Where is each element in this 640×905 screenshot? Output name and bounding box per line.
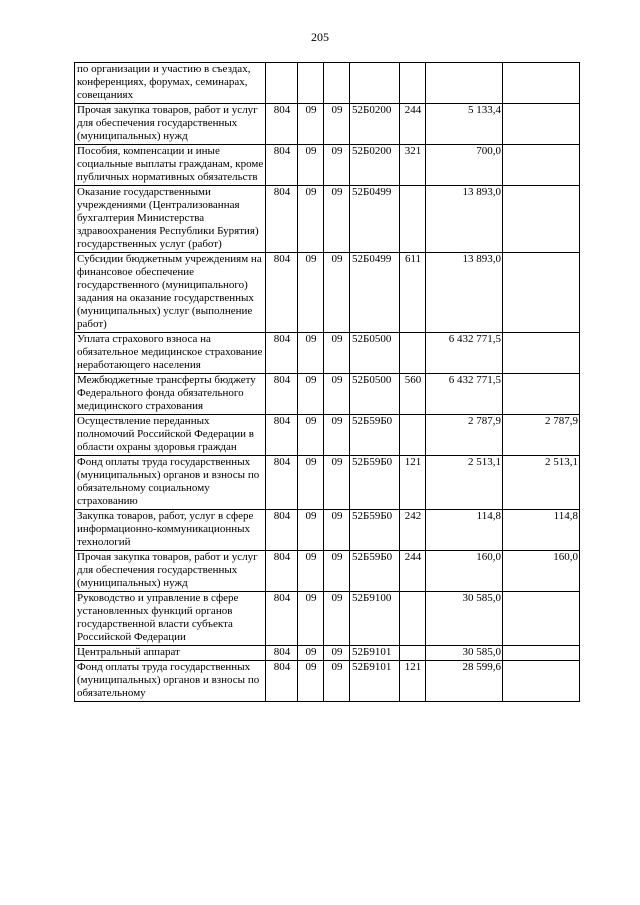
code-cell: 804 <box>266 186 298 253</box>
section-cell: 09 <box>298 551 324 592</box>
amount-2-cell <box>503 646 580 661</box>
row-name: по организации и участию в съездах, конференциях, форумах, семинарах, совещаниях <box>75 63 266 104</box>
amount-2-cell: 2 513,1 <box>503 456 580 510</box>
table-row <box>75 333 580 374</box>
subsection-cell: 09 <box>324 551 350 592</box>
section-cell: 09 <box>298 592 324 646</box>
row-name: Пособия, компенсации и иные социальные выплаты гражданам, кроме публичных нормативных обязательств <box>75 145 266 186</box>
target-article-cell: 52Б0200 <box>350 104 400 145</box>
expense-type-cell <box>400 186 426 253</box>
amount-cell: 5 133,4 <box>426 104 503 145</box>
amount-2-cell <box>503 63 580 104</box>
expense-type-cell: 611 <box>400 253 426 333</box>
subsection-cell: 09 <box>324 145 350 186</box>
table-row <box>75 592 580 646</box>
target-article-cell: 52Б59Б0 <box>350 510 400 551</box>
amount-cell: 28 599,6 <box>426 661 503 702</box>
table-row <box>75 186 580 253</box>
table-row <box>75 145 580 186</box>
table-row <box>75 661 580 702</box>
table-row <box>75 415 580 456</box>
code-cell: 804 <box>266 145 298 186</box>
subsection-cell: 09 <box>324 186 350 253</box>
amount-cell: 6 432 771,5 <box>426 333 503 374</box>
section-cell <box>298 63 324 104</box>
section-cell: 09 <box>298 646 324 661</box>
amount-cell <box>426 63 503 104</box>
row-name: Оказание государственными учреждениями (Централизованная бухгалтерия Министерства здравоохранения Республики Бурятия) государственных услуг (работ) <box>75 186 266 253</box>
amount-2-cell <box>503 145 580 186</box>
target-article-cell: 52Б59Б0 <box>350 551 400 592</box>
amount-2-cell: 160,0 <box>503 551 580 592</box>
expense-type-cell: 560 <box>400 374 426 415</box>
section-cell: 09 <box>298 456 324 510</box>
expense-type-cell <box>400 333 426 374</box>
row-name: Уплата страхового взноса на обязательное медицинское страхование неработающего населения <box>75 333 266 374</box>
amount-cell: 160,0 <box>426 551 503 592</box>
subsection-cell: 09 <box>324 646 350 661</box>
amount-2-cell <box>503 253 580 333</box>
subsection-cell: 09 <box>324 456 350 510</box>
section-cell: 09 <box>298 333 324 374</box>
subsection-cell: 09 <box>324 415 350 456</box>
row-name: Межбюджетные трансферты бюджету Федерального фонда обязательного медицинского страхования <box>75 374 266 415</box>
target-article-cell: 52Б0499 <box>350 253 400 333</box>
subsection-cell: 09 <box>324 374 350 415</box>
row-name: Руководство и управление в сфере установленных функций органов государственной власти субъекта Российской Федерации <box>75 592 266 646</box>
amount-cell: 2 513,1 <box>426 456 503 510</box>
expense-type-cell <box>400 646 426 661</box>
table-row <box>75 63 580 104</box>
row-name: Субсидии бюджетным учреждениям на финансовое обеспечение государственного (муниципального) задания на оказание государственных (муниципальных) услуг (выполнение работ) <box>75 253 266 333</box>
table-row <box>75 253 580 333</box>
target-article-cell: 52Б0200 <box>350 145 400 186</box>
expense-type-cell: 244 <box>400 104 426 145</box>
amount-cell: 13 893,0 <box>426 186 503 253</box>
expense-type-cell: 242 <box>400 510 426 551</box>
row-name: Осуществление переданных полномочий Российской Федерации в области охраны здоровья граждан <box>75 415 266 456</box>
code-cell: 804 <box>266 551 298 592</box>
section-cell: 09 <box>298 253 324 333</box>
amount-cell: 2 787,9 <box>426 415 503 456</box>
section-cell: 09 <box>298 661 324 702</box>
page-number: 205 <box>311 30 329 44</box>
table-row <box>75 646 580 661</box>
amount-2-cell <box>503 333 580 374</box>
table-row <box>75 510 580 551</box>
subsection-cell: 09 <box>324 253 350 333</box>
amount-cell: 30 585,0 <box>426 646 503 661</box>
target-article-cell: 52Б9101 <box>350 661 400 702</box>
code-cell: 804 <box>266 661 298 702</box>
row-name: Закупка товаров, работ, услуг в сфере информационно-коммуникационных технологий <box>75 510 266 551</box>
section-cell: 09 <box>298 104 324 145</box>
expense-type-cell: 321 <box>400 145 426 186</box>
amount-cell: 6 432 771,5 <box>426 374 503 415</box>
code-cell: 804 <box>266 333 298 374</box>
row-name: Центральный аппарат <box>75 646 266 661</box>
amount-cell: 13 893,0 <box>426 253 503 333</box>
section-cell: 09 <box>298 145 324 186</box>
code-cell <box>266 63 298 104</box>
section-cell: 09 <box>298 415 324 456</box>
amount-2-cell <box>503 104 580 145</box>
table-row <box>75 551 580 592</box>
table-row <box>75 374 580 415</box>
amount-2-cell <box>503 186 580 253</box>
subsection-cell: 09 <box>324 333 350 374</box>
expense-type-cell: 244 <box>400 551 426 592</box>
target-article-cell: 52Б0500 <box>350 333 400 374</box>
subsection-cell: 09 <box>324 592 350 646</box>
subsection-cell: 09 <box>324 661 350 702</box>
target-article-cell: 52Б59Б0 <box>350 456 400 510</box>
expense-type-cell: 121 <box>400 661 426 702</box>
section-cell: 09 <box>298 186 324 253</box>
target-article-cell: 52Б9100 <box>350 592 400 646</box>
code-cell: 804 <box>266 253 298 333</box>
code-cell: 804 <box>266 374 298 415</box>
amount-cell: 700,0 <box>426 145 503 186</box>
row-name: Фонд оплаты труда государственных (муниципальных) органов и взносы по обязательному социальному страхованию <box>75 456 266 510</box>
expense-type-cell: 121 <box>400 456 426 510</box>
row-name: Прочая закупка товаров, работ и услуг для обеспечения государственных (муниципальных) нужд <box>75 104 266 145</box>
amount-cell: 114,8 <box>426 510 503 551</box>
code-cell: 804 <box>266 646 298 661</box>
subsection-cell: 09 <box>324 510 350 551</box>
target-article-cell: 52Б59Б0 <box>350 415 400 456</box>
section-cell: 09 <box>298 374 324 415</box>
amount-2-cell: 114,8 <box>503 510 580 551</box>
amount-2-cell <box>503 592 580 646</box>
code-cell: 804 <box>266 456 298 510</box>
target-article-cell: 52Б9101 <box>350 646 400 661</box>
row-name: Фонд оплаты труда государственных (муниципальных) органов и взносы по обязательному <box>75 661 266 702</box>
amount-2-cell <box>503 661 580 702</box>
target-article-cell <box>350 63 400 104</box>
table-row <box>75 104 580 145</box>
target-article-cell: 52Б0499 <box>350 186 400 253</box>
expense-type-cell <box>400 415 426 456</box>
target-article-cell: 52Б0500 <box>350 374 400 415</box>
table-row <box>75 456 580 510</box>
expense-type-cell <box>400 592 426 646</box>
code-cell: 804 <box>266 510 298 551</box>
expense-type-cell <box>400 63 426 104</box>
amount-2-cell: 2 787,9 <box>503 415 580 456</box>
code-cell: 804 <box>266 104 298 145</box>
subsection-cell <box>324 63 350 104</box>
subsection-cell: 09 <box>324 104 350 145</box>
row-name: Прочая закупка товаров, работ и услуг для обеспечения государственных (муниципальных) нужд <box>75 551 266 592</box>
code-cell: 804 <box>266 592 298 646</box>
section-cell: 09 <box>298 510 324 551</box>
code-cell: 804 <box>266 415 298 456</box>
budget-table <box>74 62 580 702</box>
amount-2-cell <box>503 374 580 415</box>
amount-cell: 30 585,0 <box>426 592 503 646</box>
